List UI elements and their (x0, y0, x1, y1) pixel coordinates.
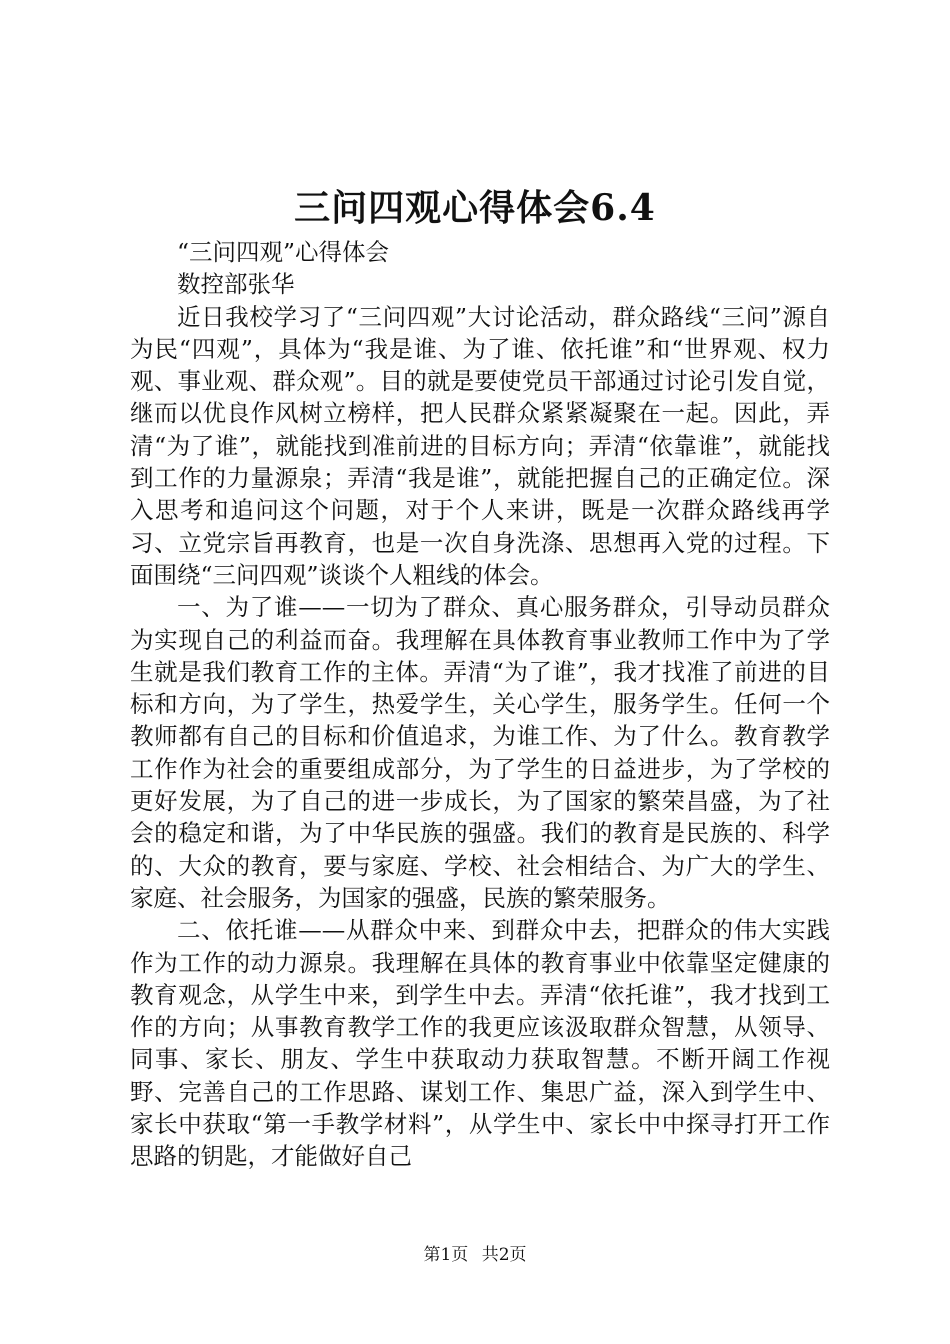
body-paragraph-2: 一、为了谁——一切为了群众、真心服务群众，引导动员群众为实现自己的利益而奋。我理解在具体教育事业教师工作中为了学生就是我们教育工作的主体。弄清“为了谁”，我才找准了前进的目标和方向，为了学生，热爱学生，关心学生，服务学生。任何一个教师都有自己的目标和价值追求，为谁工作、为了什么。教育教学工作作为社会的重要组成部分，为了学生的日益进步，为了学校的更好发展，为了自己的进一步成长，为了国家的繁荣昌盛，为了社会的稳定和谐，为了中华民族的强盛。我们的教育是民族的、科学的、大众的教育，要与家庭、学校、社会相结合、为广大的学生、家庭、社会服务，为国家的强盛，民族的繁荣服务。 (130, 593, 830, 912)
document-subtitle: “三问四观”心得体会 (177, 238, 390, 266)
page-total: 共2页 (481, 1245, 527, 1265)
body-paragraph-1: 近日我校学习了“三问四观”大讨论活动，群众路线“三问”源自为民“四观”，具体为“我是谁、为了谁、依托谁”和“世界观、权力观、事业观、群众观”。目的就是要使党员干部通过讨论引发自觉，继而以优良作风树立榜样，把人民群众紧紧凝聚在一起。因此，弄清“为了谁”，就能找到准前进的目标方向；弄清“依靠谁”，就能找到工作的力量源泉；弄清“我是谁”，就能把握自己的正确定位。深入思考和追问这个问题，对于个人来讲，既是一次群众路线再学习、立党宗旨再教育，也是一次自身洗涤、思想再入党的过程。下面围绕“三问四观”谈谈个人粗线的体会。 (130, 302, 830, 589)
document-body (130, 236, 830, 1173)
page-number: 第1页 (423, 1245, 469, 1265)
body-paragraph-3: 二、依托谁——从群众中来、到群众中去，把群众的伟大实践作为工作的动力源泉。我理解在具体的教育事业中依靠坚定健康的教育观念，从学生中来，到学生中去。弄清“依托谁”，我才找到工作的方向；从事教育教学工作的我更应该汲取群众智慧，从领导、同事、家长、朋友、学生中获取动力获取智慧。不断开阔工作视野、完善自己的工作思路、谋划工作、集思广益，深入到学生中、家长中获取“第一手教学材料”，从学生中、家长中中探寻打开工作思路的钥匙，才能做好自己 (130, 916, 830, 1171)
document-author: 数控部张华 (177, 270, 295, 299)
page-footer (0, 1243, 950, 1267)
document-title: 三问四观心得体会6.4 (294, 187, 656, 229)
